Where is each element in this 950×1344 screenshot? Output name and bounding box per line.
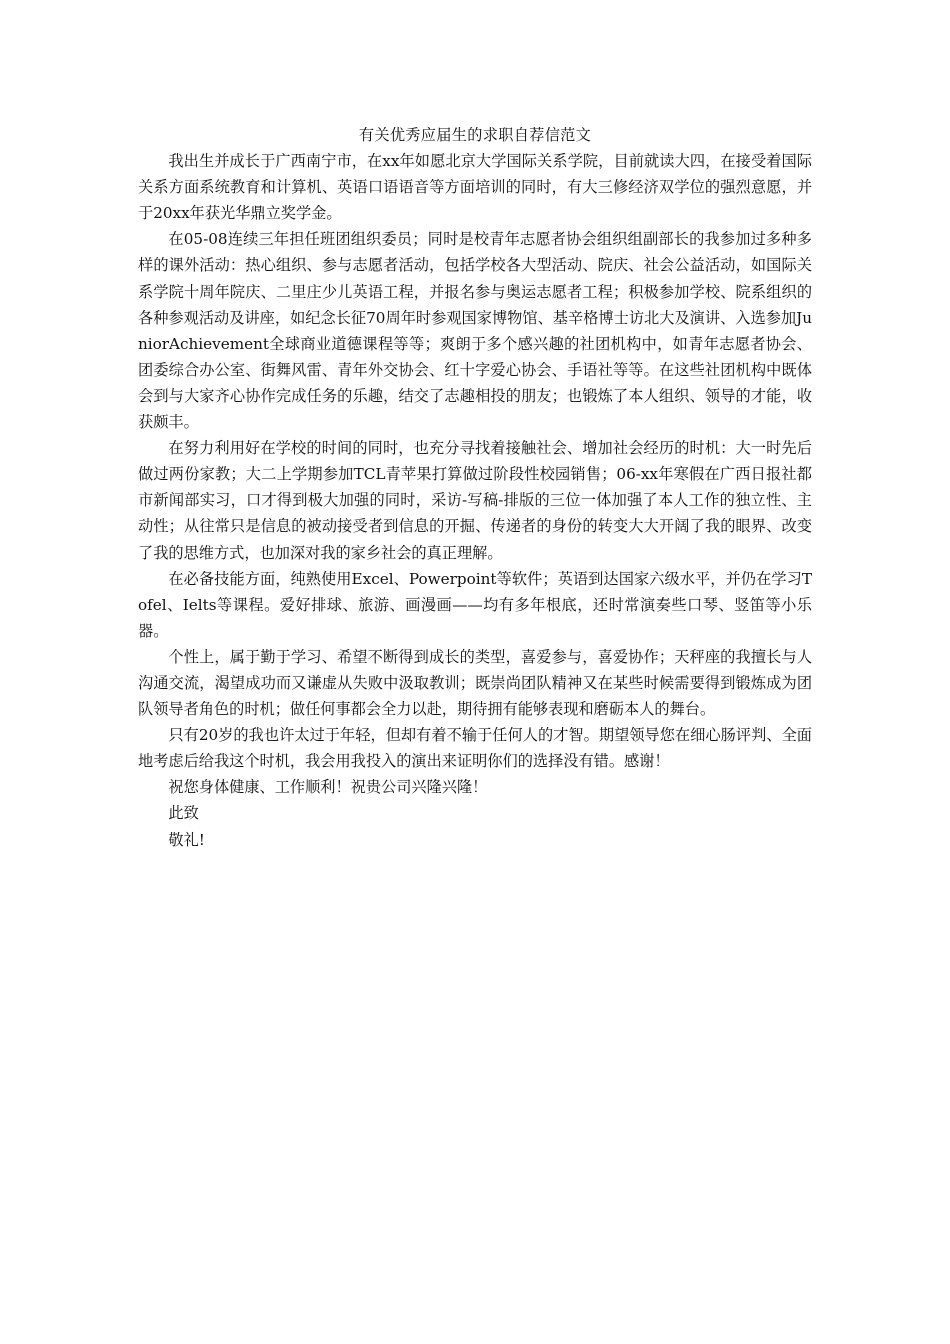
paragraph-3: 在努力利用好在学校的时间的同时，也充分寻找着接触社会、增加社会经历的时机：大一时先后做过两份家教；大二上学期参加TCL青苹果打算做过阶段性校园销售；06-xx年寒假在广西日报社都市新闻部实习，口才得到极大加强的同时，采访-写稿-排版的三位一体加强了本人工作的独立性、主动性；从往常只是信息的被动接受者到信息的开掘、传递者的身份的转变大大开阔了我的眼界、改变了我的思维方式，也加深对我的家乡社会的真正理解。 — [138, 439, 812, 562]
closing-wish: 祝您身体健康、工作顺利！祝贵公司兴隆兴隆！ — [168, 778, 488, 797]
paragraph-1: 我出生并成长于广西南宁市，在xx年如愿北京大学国际关系学院，目前就读大四，在接受着国际关系方面系统教育和计算机、英语口语语音等方面培训的同时，有大三修经济双学位的强烈意愿，并于20xx年获光华鼎立奖学金。 — [138, 152, 812, 223]
closing-respect: 敬礼! — [168, 830, 205, 849]
paragraph-4: 在必备技能方面，纯熟使用Excel、Powerpoint等软件；英语到达国家六级水平，并仍在学习Tofel、Ielts等课程。爱好排球、旅游、画漫画——均有多年根底，还时常演奏些口琴、竖笛等小乐器。 — [138, 569, 812, 640]
paragraph-6: 只有20岁的我也许太过于年轻，但却有着不输于任何人的才智。期望领导您在细心肠评判、全面地考虑后给我这个时机，我会用我投入的演出来证明你们的选择没有错。感谢！ — [138, 726, 812, 771]
closing-salutation: 此致 — [168, 804, 199, 823]
letter-body — [138, 122, 812, 853]
paragraph-2: 在05-08连续三年担任班团组织委员；同时是校青年志愿者协会组织组副部长的我参加过多种多样的课外活动：热心组织、参与志愿者活动，包括学校各大型活动、院庆、社会公益活动，如国际关系学院十周年院庆、二里庄少儿英语工程，并报名参与奥运志愿者工程；积极参加学校、院系组织的各种参观活动及讲座，如纪念长征70周年时参观国家博物馆、基辛格博士访北大及演讲、入选参加JuniorAchievement全球商业道德课程等等；爽朗于多个感兴趣的社团机构中，如青年志愿者协会、团委综合办公室、街舞风雷、青年外交协会、红十字爱心协会、手语社等等。在这些社团机构中既体会到与大家齐心协作完成任务的乐趣，结交了志趣相投的朋友；也锻炼了本人组织、领导的才能，收获颇丰。 — [138, 230, 812, 432]
page-title: 有关优秀应届生的求职自荐信范文 — [358, 126, 592, 144]
paragraph-5: 个性上，属于勤于学习、希望不断得到成长的类型，喜爱参与，喜爱协作；天秤座的我擅长与人沟通交流，渴望成功而又谦虚从失败中汲取教训；既崇尚团队精神又在某些时候需要得到锻炼成为团队领导者角色的时机；做任何事都会全力以赴，期待拥有能够表现和磨砺本人的舞台。 — [138, 647, 812, 719]
